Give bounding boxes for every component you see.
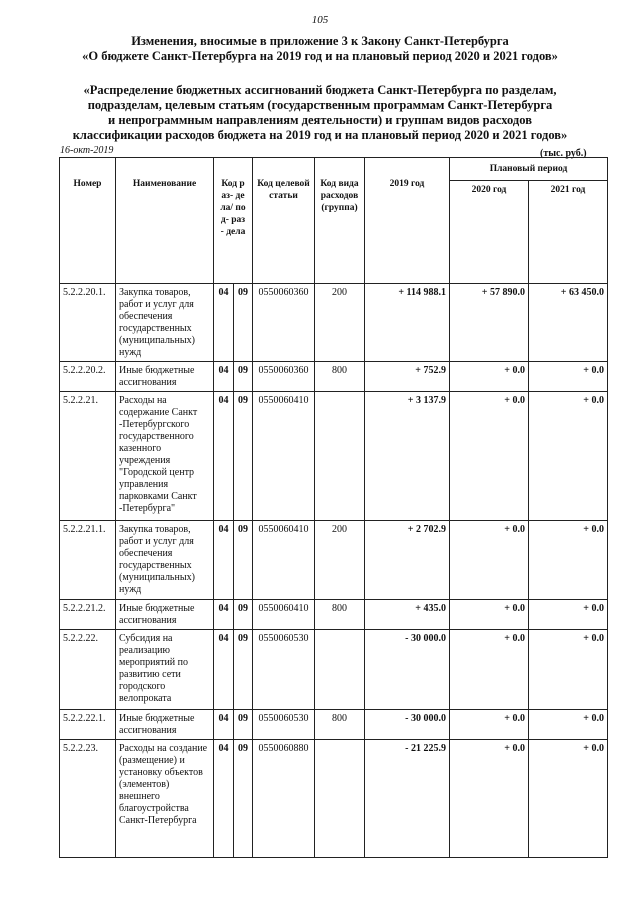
row-subsection: 09 [234, 284, 253, 362]
table-row [60, 630, 608, 710]
budget-table [59, 157, 608, 858]
row-subsection: 09 [234, 600, 253, 630]
row-target-code: 0550060410 [253, 392, 315, 521]
row-section: 04 [214, 600, 234, 630]
row-target-code: 0550060410 [253, 600, 315, 630]
row-subsection: 09 [234, 740, 253, 858]
row-expense-type: 800 [315, 362, 365, 392]
row-number: 5.2.2.21.1. [60, 521, 116, 600]
header-2021: 2021 год [529, 181, 608, 284]
header-2019: 2019 год [365, 158, 450, 284]
row-amount-2021: + 0.0 [529, 630, 608, 710]
table-row [60, 284, 608, 362]
subtitle-line-2: подразделам, целевым статьям (государственным программам Санкт-Петербурга [87, 98, 553, 112]
row-name: Закупка товаров, работ и услуг для обеспечения государственных (муниципальных) нужд [116, 284, 214, 362]
table-row [60, 710, 608, 740]
table-row [60, 521, 608, 600]
row-amount-2021: + 0.0 [529, 710, 608, 740]
table-row [60, 392, 608, 521]
row-amount-2020: + 57 890.0 [450, 284, 529, 362]
title-line-1: Изменения, вносимые в приложение 3 к Закону Санкт-Петербурга [131, 34, 509, 48]
row-amount-2021: + 0.0 [529, 740, 608, 858]
row-amount-2021: + 0.0 [529, 362, 608, 392]
row-target-code: 0550060880 [253, 740, 315, 858]
row-section: 04 [214, 362, 234, 392]
row-expense-type: 800 [315, 600, 365, 630]
row-section: 04 [214, 630, 234, 710]
subtitle-line-4: классификации расходов бюджета на 2019 год и на плановый период 2020 и 2021 годов» [72, 128, 568, 142]
row-expense-type [315, 740, 365, 858]
row-amount-2019: + 752.9 [365, 362, 450, 392]
row-amount-2020: + 0.0 [450, 630, 529, 710]
table-row [60, 740, 608, 858]
row-subsection: 09 [234, 362, 253, 392]
row-subsection: 09 [234, 710, 253, 740]
row-amount-2021: + 0.0 [529, 521, 608, 600]
header-2020: 2020 год [450, 181, 529, 284]
table-row [60, 600, 608, 630]
row-expense-type: 200 [315, 284, 365, 362]
row-name: Иные бюджетные ассигнования [116, 362, 214, 392]
header-target-code: Код целевой статьи [253, 158, 315, 284]
row-amount-2020: + 0.0 [450, 392, 529, 521]
row-amount-2020: + 0.0 [450, 710, 529, 740]
page-number: 105 [311, 14, 329, 26]
row-name: Субсидия на реализацию мероприятий по развитию сети городского велопроката [116, 630, 214, 710]
header-number: Номер [60, 158, 116, 284]
row-number: 5.2.2.22. [60, 630, 116, 710]
table-body [60, 158, 608, 858]
subtitle-line-1: «Распределение бюджетных ассигнований бюджета Санкт-Петербурга по разделам, [83, 83, 557, 97]
row-amount-2019: + 2 702.9 [365, 521, 450, 600]
row-subsection: 09 [234, 521, 253, 600]
row-section: 04 [214, 710, 234, 740]
row-amount-2019: + 435.0 [365, 600, 450, 630]
header-name: Наименование [116, 158, 214, 284]
document-date: 16-окт-2019 [60, 145, 114, 156]
row-target-code: 0550060530 [253, 710, 315, 740]
subtitle-line-3: и непрограммным направлениям деятельности) и группам видов расходов [108, 113, 532, 127]
row-amount-2021: + 63 450.0 [529, 284, 608, 362]
row-amount-2019: + 114 988.1 [365, 284, 450, 362]
header-row [60, 158, 608, 181]
row-target-code: 0550060410 [253, 521, 315, 600]
row-amount-2019: - 30 000.0 [365, 630, 450, 710]
row-amount-2019: + 3 137.9 [365, 392, 450, 521]
row-number: 5.2.2.22.1. [60, 710, 116, 740]
row-amount-2020: + 0.0 [450, 740, 529, 858]
row-name: Расходы на содержание Санкт -Петербургского государственного казенного учреждения "Городской центр управления парковками Санкт -Петербурга" [116, 392, 214, 521]
row-number: 5.2.2.21.2. [60, 600, 116, 630]
row-amount-2020: + 0.0 [450, 362, 529, 392]
row-amount-2021: + 0.0 [529, 600, 608, 630]
row-target-code: 0550060360 [253, 284, 315, 362]
row-amount-2020: + 0.0 [450, 600, 529, 630]
row-amount-2020: + 0.0 [450, 521, 529, 600]
row-expense-type [315, 392, 365, 521]
title-line-2: «О бюджете Санкт-Петербурга на 2019 год и на плановый период 2020 и 2021 годов» [82, 49, 558, 63]
row-name: Иные бюджетные ассигнования [116, 710, 214, 740]
row-section: 04 [214, 392, 234, 521]
table-row [60, 362, 608, 392]
row-number: 5.2.2.20.2. [60, 362, 116, 392]
header-section-code [214, 158, 253, 284]
row-section: 04 [214, 284, 234, 362]
row-number: 5.2.2.23. [60, 740, 116, 858]
row-expense-type: 200 [315, 521, 365, 600]
header-expense-type: Код вида расходов (группа) [315, 158, 365, 284]
row-subsection: 09 [234, 630, 253, 710]
row-section: 04 [214, 740, 234, 858]
row-name: Закупка товаров, работ и услуг для обеспечения государственных (муниципальных) нужд [116, 521, 214, 600]
row-amount-2021: + 0.0 [529, 392, 608, 521]
row-name: Иные бюджетные ассигнования [116, 600, 214, 630]
row-name: Расходы на создание (размещение) и установку объектов (элементов) внешнего благоустройства Санкт-Петербурга [116, 740, 214, 858]
row-number: 5.2.2.21. [60, 392, 116, 521]
header-section-text: Код раз- дела/ под- раз- дела [220, 179, 246, 237]
row-target-code: 0550060530 [253, 630, 315, 710]
row-number: 5.2.2.20.1. [60, 284, 116, 362]
row-target-code: 0550060360 [253, 362, 315, 392]
units-label: (тыс. руб.) [540, 148, 587, 159]
row-section: 04 [214, 521, 234, 600]
row-subsection: 09 [234, 392, 253, 521]
document-title [40, 34, 600, 64]
row-amount-2019: - 30 000.0 [365, 710, 450, 740]
header-planned-period: Плановый период [450, 158, 608, 181]
table-subtitle [28, 83, 612, 143]
row-expense-type [315, 630, 365, 710]
row-expense-type: 800 [315, 710, 365, 740]
row-amount-2019: - 21 225.9 [365, 740, 450, 858]
